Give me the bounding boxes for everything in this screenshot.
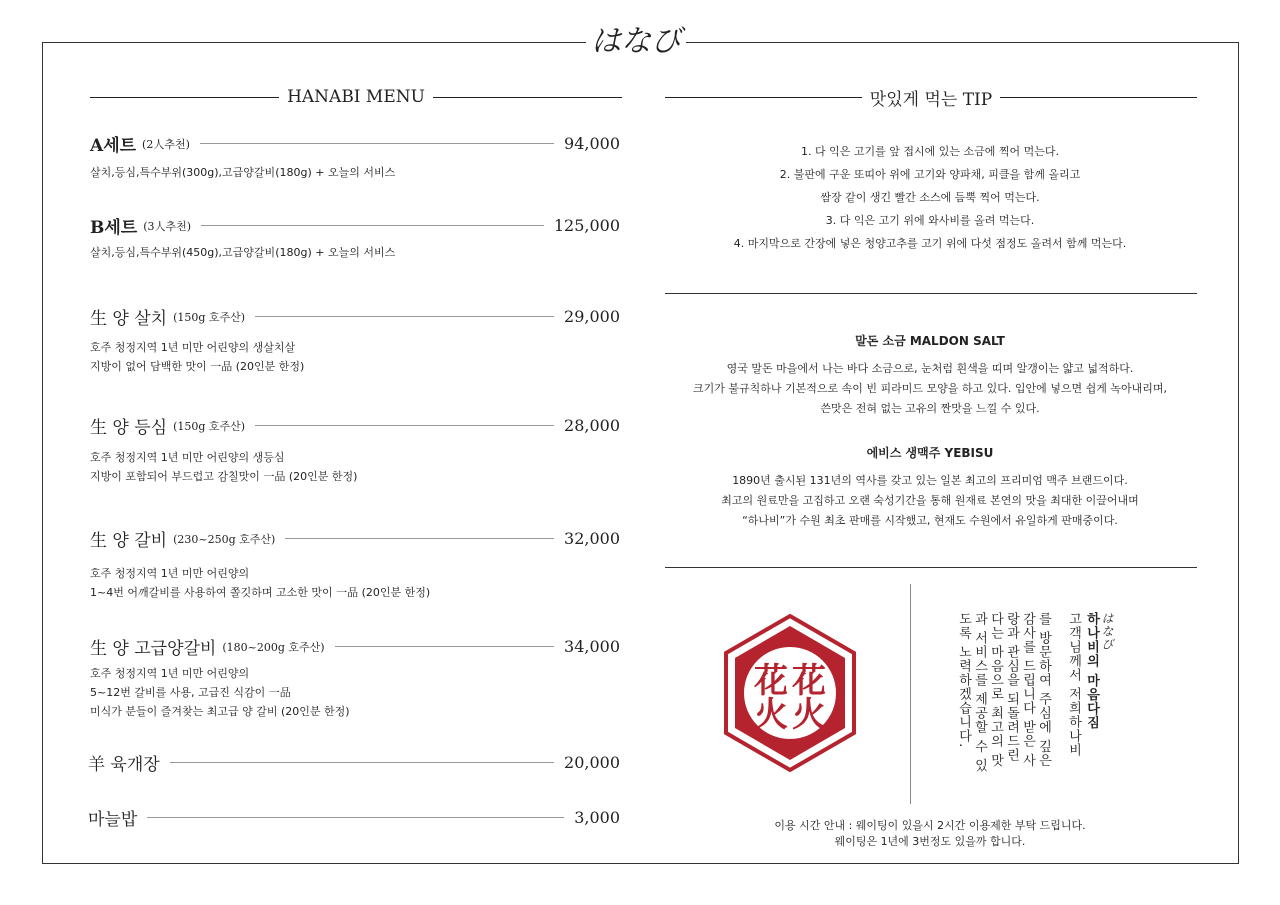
menu-heading bbox=[90, 87, 622, 107]
vertical-divider bbox=[910, 584, 911, 804]
message-kana: はなび bbox=[1100, 612, 1114, 651]
logo-char: 火 bbox=[792, 695, 826, 735]
menu-heading-text: HANABI MENU bbox=[287, 87, 425, 107]
item-name: 生 양 갈비 bbox=[90, 531, 168, 551]
tip-line: 1. 다 익은 고기를 앞 접시에 있는 소금에 찍어 먹는다. bbox=[801, 145, 1059, 158]
item-price: 125,000 bbox=[553, 216, 620, 235]
menu-item bbox=[88, 750, 620, 775]
brand-title: はなび bbox=[586, 24, 686, 60]
item-name: 生 양 살치 bbox=[90, 309, 168, 329]
item-price: 3,000 bbox=[574, 808, 620, 827]
tip-line: 2. 불판에 구운 또띠아 위에 고기와 양파채, 피클을 함께 올리고 bbox=[779, 168, 1081, 181]
item-name: 生 양 등심 bbox=[90, 418, 168, 438]
item-name: B세트 bbox=[90, 218, 138, 238]
message-title: 하나비의 마음다짐 bbox=[1084, 612, 1099, 730]
item-desc: 살치,등심,특수부위(300g),고급양갈비(180g) + 오늘의 서비스 bbox=[90, 166, 396, 179]
item-name: 生 양 고급양갈비 bbox=[90, 639, 217, 659]
item-desc: 살치,등심,특수부위(450g),고급양갈비(180g) + 오늘의 서비스 bbox=[90, 246, 396, 259]
item-note: (2人추천) bbox=[142, 137, 190, 151]
divider bbox=[665, 293, 1197, 294]
hanabi-logo bbox=[720, 612, 860, 774]
item-note: (150g 호주산) bbox=[173, 419, 246, 433]
info-block: 에비스 생맥주 YEBISU 1890년 출시된 131년의 역사를 갖고 있는 일본 최고의 프리미엄 맥주 브랜드이다. 최고의 원료만을 고집하고 오랜 숙성기간을 통해 원재료 본연의 맛을 최대한 이끌어내며 “하나비”가 수원 최초 판매를 시작했고, 현재도 수원에서 유일하게 판매중이다. bbox=[665, 443, 1195, 531]
menu-item bbox=[90, 304, 620, 329]
logo-char: 花 bbox=[792, 661, 826, 701]
item-desc: 호주 청정지역 1년 미만 어린양의 1~4번 어깨갈비를 사용하여 쫄깃하며 고소한 맛이 一品 (20인분 한정) bbox=[90, 567, 431, 599]
menu-item bbox=[90, 634, 620, 659]
item-price: 34,000 bbox=[564, 637, 620, 656]
tip-line: 4. 마지막으로 간장에 넣은 청양고추를 고기 위에 다섯 점정도 올려서 함께 먹는다. bbox=[733, 237, 1127, 250]
info-block: 말돈 소금 MALDON SALT 영국 말돈 마을에서 나는 바다 소금으로, 눈처럼 흰색을 띠며 알갱이는 얇고 넓적하다. 크기가 불규칙하나 기본적으로 속이 빈 피라미드 모양을 하고 있다. 입안에 넣으면 쉽게 녹아내리며, 쓴맛은 전혀 없는 고유의 짠맛을 느낄 수 있다. bbox=[665, 331, 1195, 419]
item-note: (150g 호주산) bbox=[173, 310, 246, 324]
tip-line: 쌈장 같이 생긴 빨간 소스에 듬뿍 찍어 먹는다. bbox=[820, 191, 1040, 204]
tips-heading-text: 맛있게 먹는 TIP bbox=[869, 89, 993, 110]
item-price: 20,000 bbox=[564, 753, 620, 772]
tips-heading bbox=[665, 87, 1197, 110]
item-note: (3人추천) bbox=[143, 219, 192, 233]
item-desc: 호주 청정지역 1년 미만 어린양의 생살치살 지방이 없어 담백한 맛이 一品 (20인분 한정) bbox=[90, 341, 305, 373]
menu-item bbox=[88, 805, 620, 830]
item-name: 마늘밥 bbox=[88, 810, 138, 830]
item-price: 29,000 bbox=[564, 307, 620, 326]
item-price: 28,000 bbox=[564, 416, 620, 435]
item-desc: 호주 청정지역 1년 미만 어린양의 생등심 지방이 포함되어 부드럽고 감칠맛이 一品 (20인분 한정) bbox=[90, 451, 358, 483]
item-desc: 호주 청정지역 1년 미만 어린양의 5~12번 갈비를 사용, 고급진 식감이 一品 미식가 분들이 즐겨찾는 최고급 양 갈비 (20인분 한정) bbox=[90, 667, 350, 718]
footer-note: 이용 시간 안내 : 웨이팅이 있을시 2시간 이용제한 부탁 드립니다. 웨이팅은 1년에 3번정도 있을까 합니다. bbox=[774, 819, 1086, 848]
info-title: 에비스 생맥주 YEBISU bbox=[866, 446, 994, 460]
item-note: (230~250g 호주산) bbox=[173, 532, 276, 546]
menu-item bbox=[90, 213, 620, 238]
menu-item bbox=[90, 413, 620, 438]
logo-char: 火 bbox=[754, 695, 788, 735]
item-price: 94,000 bbox=[564, 134, 620, 153]
item-note: (180~200g 호주산) bbox=[222, 640, 325, 654]
logo-char: 花 bbox=[754, 661, 788, 701]
tip-line: 3. 다 익은 고기 위에 와사비를 올려 먹는다. bbox=[825, 214, 1035, 227]
item-name: 羊 육개장 bbox=[88, 755, 160, 775]
divider bbox=[665, 567, 1197, 568]
item-price: 32,000 bbox=[564, 529, 620, 548]
tips-list bbox=[665, 140, 1195, 255]
menu-item bbox=[90, 526, 620, 551]
info-title: 말돈 소금 MALDON SALT bbox=[855, 334, 1005, 348]
menu-item bbox=[90, 131, 620, 156]
item-name: A세트 bbox=[90, 136, 137, 156]
message-block: はなび 하나비의 마음다짐 고객님께서 저희하나비 를 방문하여 주심에 깊은 감사를 드립니다 받은 사 랑과 관심을 되돌려드린 다는 마음으로 최고의 맛 과 서비스를 제공할 수 있 도록 노력하겠습니다. bbox=[955, 612, 1115, 792]
